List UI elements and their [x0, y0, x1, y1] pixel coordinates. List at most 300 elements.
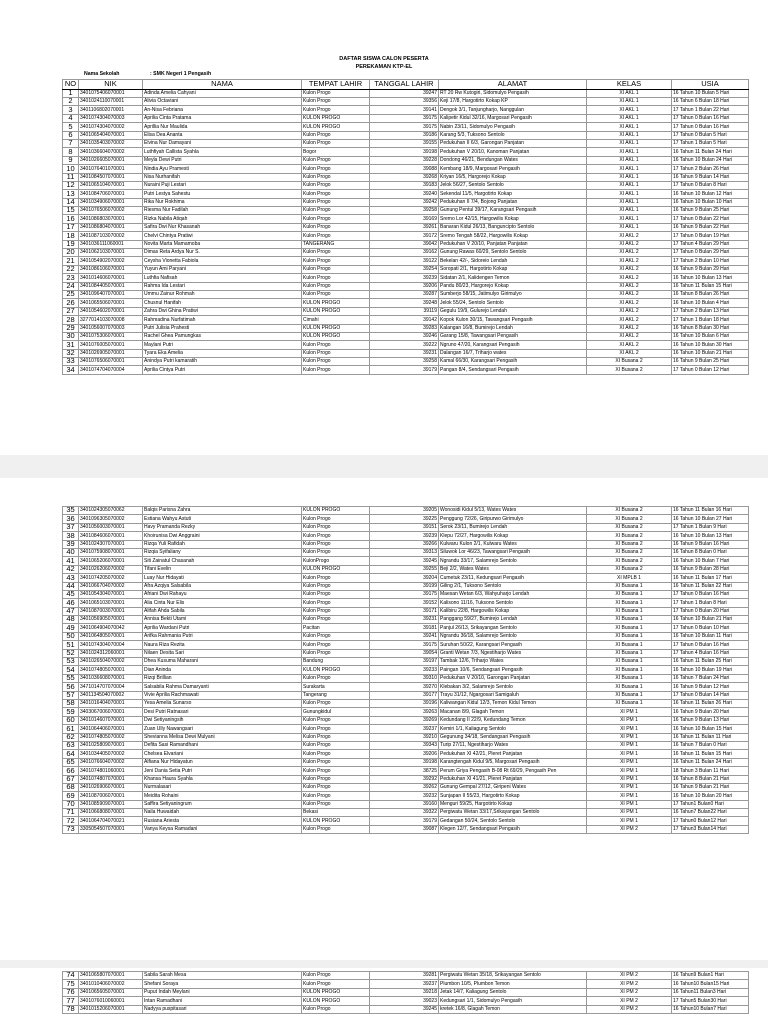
cell-tempat-lahir: Kulon Progo	[302, 783, 370, 791]
cell-nik: 3401084606070001	[79, 532, 143, 540]
cell-tanggal-lahir: 39281	[370, 972, 439, 980]
cell-nik: 3401074304070002	[79, 123, 143, 131]
cell-no: 59	[63, 708, 79, 716]
cell-no: 76	[63, 988, 79, 996]
table-row	[63, 307, 749, 315]
cell-nama: Luthfia Nafisah	[143, 274, 302, 282]
cell-tanggal-lahir: 39270	[370, 683, 439, 691]
school-value: : SMK Negeri 1 Pengasih	[150, 71, 212, 77]
cell-no: 74	[63, 972, 79, 980]
cell-nama: Rizqi Brillian	[143, 674, 302, 682]
cell-alamat: Soropati 2/1, Hargotirto Kokap	[439, 265, 587, 273]
cell-tempat-lahir: Kulon Progo	[302, 972, 370, 980]
cell-kelas: XI AKL 1	[587, 190, 672, 198]
cell-nik: 3401034405070002	[79, 750, 143, 758]
table-row	[63, 240, 749, 248]
cell-usia: 16 Tahun 9 Bulan 16 Hari	[672, 540, 749, 548]
cell-tempat-lahir: KULON PROGO	[302, 565, 370, 573]
cell-nik: 3401084405070001	[79, 282, 143, 290]
cell-usia: 17 Tahun 1 Bulan 18 Hari	[672, 316, 749, 324]
cell-usia: 16 Tahun 10 Bulan 21 Hari	[672, 349, 749, 357]
cell-tanggal-lahir: 39198	[370, 758, 439, 766]
cell-tanggal-lahir: 39218	[370, 988, 439, 996]
cell-no: 12	[63, 181, 79, 189]
cell-nama: Ummu Zainur Rohmah	[143, 290, 302, 298]
cell-alamat: Karangtengah Kidul 9/5, Margosari Pengasih	[439, 758, 587, 766]
cell-usia: 16 Tahun 9 Bulan 28 Hari	[672, 565, 749, 573]
cell-tanggal-lahir: 39231	[370, 349, 439, 357]
cell-tempat-lahir: Kulon Progo	[302, 97, 370, 105]
cell-nama: Luthfiyah Callista Syahla	[143, 148, 302, 156]
table-row	[63, 565, 749, 573]
cell-no: 3	[63, 106, 79, 114]
cell-tempat-lahir: Kulon Progo	[302, 607, 370, 615]
cell-alamat: Dengok 3/1, Tanjungharjo, Nanggulan	[439, 106, 587, 114]
cell-nik: 3401026906070001	[79, 783, 143, 791]
cell-usia: 16 Tahun 6 Bulan 18 Hari	[672, 97, 749, 105]
cell-nik: 3401065104070001	[79, 181, 143, 189]
document-subtitle: PEREKAMAN KTP-EL	[355, 64, 413, 70]
cell-tanggal-lahir: 39246	[370, 332, 439, 340]
cell-tempat-lahir: Kulon Progo	[302, 282, 370, 290]
table-row	[63, 1005, 749, 1013]
cell-no: 48	[63, 616, 79, 624]
cell-usia: 16 Tahun 8 Bulan 0 Hari	[672, 548, 749, 556]
cell-nik: 3401076506070001	[79, 358, 143, 366]
cell-nama: Nindia Ayu Pramesti	[143, 165, 302, 173]
header-tempat-lahir: TEMPAT LAHIR	[302, 80, 370, 90]
school-label: Nama Sekolah	[84, 71, 120, 77]
cell-alamat: Gunung Rawas 60/29, Sentolo Sentolo	[439, 249, 587, 257]
table-row	[63, 708, 749, 716]
cell-alamat: Siluwok Lor 46/23, Tawangsari Pengasih	[439, 548, 587, 556]
cell-nik: 3401056003070001	[79, 523, 143, 531]
cell-tempat-lahir: Kulon Progo	[302, 716, 370, 724]
cell-nik: 3401024305070062	[79, 507, 143, 515]
cell-nik: 3401074801060001	[79, 767, 143, 775]
cell-usia: 16 Tahun 11 Bulan 26 Hari	[672, 699, 749, 707]
cell-kelas: XI AKL 2	[587, 257, 672, 265]
table-row	[63, 366, 749, 374]
cell-no: 64	[63, 750, 79, 758]
cell-tempat-lahir: KULON PROGO	[302, 817, 370, 825]
table-row	[63, 523, 749, 531]
table-row	[63, 674, 749, 682]
cell-tanggal-lahir: 39175	[370, 590, 439, 598]
table-row	[63, 691, 749, 699]
cell-tanggal-lahir: 39204	[370, 574, 439, 582]
cell-kelas: XI Busana 2	[587, 557, 672, 565]
page-1	[0, 0, 768, 455]
cell-no: 29	[63, 324, 79, 332]
cell-alamat: Cumetuk 23/11, Kedungsari Pengasih	[439, 574, 587, 582]
cell-kelas: XI Busana 1	[587, 607, 672, 615]
cell-nama: Yuyun Ami Paryani	[143, 265, 302, 273]
cell-tanggal-lahir: 39210	[370, 733, 439, 741]
cell-nama: Meyla Dewi Putri	[143, 156, 302, 164]
cell-nama: Jeni Dania Setia Putri	[143, 767, 302, 775]
cell-alamat: Kalipetir Kidul 32/16, Margosari Pengasih	[439, 114, 587, 122]
table-row	[63, 988, 749, 996]
cell-usia: 17 Tahun 0 Bulan 16 Hari	[672, 641, 749, 649]
cell-usia: 17 Tahun 0 Bulan 16 Hari	[672, 123, 749, 131]
cell-nik: 3401134504070002	[79, 691, 143, 699]
cell-kelas: XI PM 1	[587, 758, 672, 766]
cell-nik: 3401075306070001	[79, 332, 143, 340]
cell-alamat: Sidatan 2/1, Kalidengen Temon	[439, 274, 587, 282]
cell-tempat-lahir: Pacitan	[302, 624, 370, 632]
cell-nik: 3401065506070001	[79, 299, 143, 307]
cell-tanggal-lahir: 39183	[370, 181, 439, 189]
cell-alamat: Bekelan 42/-, Sidoreio Lendah	[439, 257, 587, 265]
cell-usia: 17 Tahun 2 Bulan 26 Hari	[672, 165, 749, 173]
cell-alamat: Kulwaru Kulon 2/1, Kulwaru Wates	[439, 540, 587, 548]
cell-kelas: XI AKL 1	[587, 139, 672, 147]
table-row	[63, 341, 749, 349]
cell-kelas: XI AKL 2	[587, 249, 672, 257]
cell-tanggal-lahir: 39269	[370, 716, 439, 724]
table-row	[63, 358, 749, 366]
cell-usia: 16 Tahun 10 Bulan 19 Hari	[672, 666, 749, 674]
cell-tempat-lahir: Kulon Progo	[302, 198, 370, 206]
cell-usia: 17 Tahun1 Bulan0 Hari	[672, 800, 749, 808]
cell-no: 28	[63, 316, 79, 324]
cell-tempat-lahir: Kulon Progo	[302, 358, 370, 366]
cell-nik: 3401096407070001	[79, 290, 143, 298]
cell-no: 65	[63, 758, 79, 766]
cell-alamat: Kembang 18/9, Margosari Pengasih	[439, 165, 587, 173]
header-usia: USIA	[672, 80, 749, 90]
cell-usia: 16 Tahun 8 Bulan 26 Hari	[672, 290, 749, 298]
cell-tanggal-lahir: 39023	[370, 997, 439, 1005]
cell-nama: Rizqa Yuli Rafidah	[143, 540, 302, 548]
cell-no: 26	[63, 299, 79, 307]
cell-nama: Elvina Nur Damayani	[143, 139, 302, 147]
cell-tempat-lahir: Bogor	[302, 148, 370, 156]
cell-alamat: Kopok Kulon 30/15, Tawangsari Pengasih	[439, 316, 587, 324]
cell-nama: Siti Zainatul Chasanah	[143, 557, 302, 565]
table-row	[63, 274, 749, 282]
cell-tempat-lahir: Kulon Progo	[302, 165, 370, 173]
table-row	[63, 257, 749, 265]
cell-nama: Naila Huwaidah	[143, 809, 302, 817]
cell-no: 16	[63, 215, 79, 223]
cell-nik: 3401015206070001	[79, 1005, 143, 1013]
cell-nama: Rizka Nabila Atiqah	[143, 215, 302, 223]
cell-kelas: XI AKL 1	[587, 148, 672, 156]
cell-kelas: XI AKL 2	[587, 307, 672, 315]
cell-kelas: XI PM 1	[587, 725, 672, 733]
cell-no: 69	[63, 792, 79, 800]
cell-alamat: Gegunung 34/18, Sendangsari Pengasih	[439, 733, 587, 741]
page-3	[0, 968, 768, 1024]
cell-no: 62	[63, 733, 79, 741]
cell-alamat: Pergiwatu Wetan 33/17,Srikayangan Sentolo	[439, 809, 587, 817]
cell-alamat: Suruhan 50/22, Karangsari Pengasih	[439, 641, 587, 649]
table-row	[63, 515, 749, 523]
cell-usia: 17 Tahun5 Bulan30 Hari	[672, 997, 749, 1005]
cell-alamat: Sunjapan II 55/23, Hargotirto Kokap	[439, 792, 587, 800]
cell-tempat-lahir: Kulon Progo	[302, 532, 370, 540]
cell-nik: 3401024312060001	[79, 649, 143, 657]
table-row	[63, 624, 749, 632]
cell-kelas: XI AKL 1	[587, 181, 672, 189]
cell-kelas: XI Busana 2	[587, 565, 672, 573]
cell-tempat-lahir: Kulon Progo	[302, 366, 370, 374]
cell-alamat: Banaran Kidul 26/13, Banguncipto Sentolo	[439, 223, 587, 231]
cell-usia: 17 Tahun 1 Bulan 5 Hari	[672, 139, 749, 147]
cell-tempat-lahir: KULON PROGO	[302, 332, 370, 340]
cell-nik: 3401054304070001	[79, 590, 143, 598]
cell-alamat: Nabin 23/11, Sidomulyo Pengasih	[439, 123, 587, 131]
cell-kelas: XI Busana 1	[587, 599, 672, 607]
table-row	[63, 725, 749, 733]
cell-usia: 16 Tahun 10 Bulan 11 Hari	[672, 632, 749, 640]
table-row	[63, 532, 749, 540]
cell-usia: 17 Tahun 0 Bulan 19 Hari	[672, 232, 749, 240]
cell-tempat-lahir: TANGERANG	[302, 240, 370, 248]
cell-no: 58	[63, 699, 79, 707]
cell-no: 2	[63, 97, 79, 105]
cell-usia: 17 Tahun 2 Bulan 13 Hari	[672, 307, 749, 315]
cell-alamat: Pedukuhan XI 42/21, Pleret Panjatan	[439, 750, 587, 758]
table-row	[63, 775, 749, 783]
cell-nama: Luay Nur Hidayati	[143, 574, 302, 582]
cell-usia: 17 Tahun3 Bulan14 Hari	[672, 825, 749, 833]
cell-kelas: XI Busana 1	[587, 624, 672, 632]
table-row	[63, 792, 749, 800]
cell-no: 31	[63, 341, 79, 349]
cell-alamat: Sumberjo 58/15, Jatimulyo Girimulyo	[439, 290, 587, 298]
cell-nama: Meidita Rohaini	[143, 792, 302, 800]
cell-kelas: XI AKL 1	[587, 89, 672, 97]
cell-no: 42	[63, 565, 79, 573]
cell-nama: Riesma Nur Fadilah	[143, 207, 302, 215]
cell-kelas: XI AKL 1	[587, 123, 672, 131]
cell-nik: 3401010406070002	[79, 980, 143, 988]
cell-tanggal-lahir: 39042	[370, 240, 439, 248]
table-body	[63, 80, 749, 375]
cell-tanggal-lahir: 39199	[370, 582, 439, 590]
cell-nik: 3401075406070001	[79, 89, 143, 97]
cell-usia: 16 Tahun 8 Bulan 30 Hari	[672, 324, 749, 332]
cell-no: 55	[63, 674, 79, 682]
cell-nik: 3401026206070002	[79, 565, 143, 573]
cell-nama: Khoirunisa Dwi Anggraini	[143, 532, 302, 540]
cell-alamat: Jelok 56/27, Sentolo Sentolo	[439, 181, 587, 189]
cell-tanggal-lahir: 39242	[370, 198, 439, 206]
cell-no: 66	[63, 767, 79, 775]
cell-tanggal-lahir: 39258	[370, 207, 439, 215]
cell-usia: 17 Tahun 0 Bulan 10 Hari	[672, 624, 749, 632]
cell-nama: Saffira Setiyaningrum	[143, 800, 302, 808]
cell-kelas: XI PM 1	[587, 775, 672, 783]
cell-nama: Anindya Putri kamaratih	[143, 358, 302, 366]
cell-alamat: Gegulu 19/9, Gulurejo Lendah	[439, 307, 587, 315]
cell-nama: Putri Julisia Prahesti	[143, 324, 302, 332]
cell-kelas: XI AKL 2	[587, 240, 672, 248]
cell-nik: 3401076604070002	[79, 758, 143, 766]
cell-nik: 3401086804070001	[79, 223, 143, 231]
table-row	[63, 649, 749, 657]
cell-nama: Alia Cinta Nur Elis	[143, 599, 302, 607]
cell-nama: Rachel Ghea Pamungkas	[143, 332, 302, 340]
cell-tempat-lahir: Kulon Progo	[302, 725, 370, 733]
cell-nama: Sabila Sarah Mesa	[143, 972, 302, 980]
cell-nama: Elisa Dea Ananta	[143, 131, 302, 139]
cell-usia: 16 Tahun 10 Bulan 13 Hari	[672, 274, 749, 282]
cell-kelas: XI AKL 1	[587, 165, 672, 173]
cell-alamat: Panggang 59/27, Bumirejo Lendah	[439, 616, 587, 624]
cell-nama: Afra Azqiya Salsabila	[143, 582, 302, 590]
cell-tempat-lahir: Kulon Progo	[302, 223, 370, 231]
cell-nik: 3401024110070001	[79, 97, 143, 105]
cell-tanggal-lahir: 39241	[370, 632, 439, 640]
cell-nik: 3403067006070001	[79, 708, 143, 716]
cell-tempat-lahir: Kulon Progo	[302, 249, 370, 257]
cell-tempat-lahir: KULON PROGO	[302, 299, 370, 307]
cell-alamat: Klegen 12/7, Sendangsari Pengasih	[439, 825, 587, 833]
cell-tanggal-lahir: 39245	[370, 557, 439, 565]
cell-no: 73	[63, 825, 79, 833]
cell-nama: Balqis Parisna Zahra	[143, 507, 302, 515]
cell-no: 43	[63, 574, 79, 582]
cell-tanggal-lahir: 39292	[370, 775, 439, 783]
cell-nik: 3401065605070001	[79, 988, 143, 996]
cell-tanggal-lahir: 39087	[370, 825, 439, 833]
cell-tanggal-lahir: 39248	[370, 299, 439, 307]
cell-no: 72	[63, 817, 79, 825]
cell-kelas: XI AKL 2	[587, 316, 672, 324]
cell-nik: 3401066808070001	[79, 809, 143, 817]
cell-tanggal-lahir: 39268	[370, 173, 439, 181]
cell-no: 23	[63, 274, 79, 282]
cell-kelas: XI Busana 1	[587, 590, 672, 598]
cell-tanggal-lahir: 39222	[370, 341, 439, 349]
cell-tempat-lahir: Kulon Progo	[302, 758, 370, 766]
cell-usia: 17 Tahun 0 Bulan 8 Hari	[672, 181, 749, 189]
cell-alamat: Trayu 31/12, Ngargosari Samigaluh	[439, 691, 587, 699]
page-2	[0, 478, 768, 960]
cell-nama: Afriani Dwi Rahayu	[143, 590, 302, 598]
cell-nik: 3401062103070001	[79, 249, 143, 257]
cell-alamat: Klepu 72/27, Hargowilis Kokap	[439, 532, 587, 540]
cell-tempat-lahir: Kulon Progo	[302, 257, 370, 265]
cell-no: 9	[63, 156, 79, 164]
cell-tanggal-lahir: 39197	[370, 658, 439, 666]
cell-nik: 3401065206070001	[79, 557, 143, 565]
cell-alamat: Kamal 66/30, Karangsari Pengasih	[439, 358, 587, 366]
cell-alamat: Pergiwatu Wetan 35/18, Srikayangan Sentolo	[439, 972, 587, 980]
cell-tempat-lahir: KULON PROGO	[302, 114, 370, 122]
cell-alamat: Klebakan 3/2, Salamrejo Sentolo	[439, 683, 587, 691]
cell-alamat: Giling 2/1, Tuksono Sentolo	[439, 582, 587, 590]
cell-nik: 3401074304070004	[79, 641, 143, 649]
table-row	[63, 666, 749, 674]
cell-tempat-lahir: Kulon Progo	[302, 616, 370, 624]
cell-tempat-lahir: KULON PROGO	[302, 988, 370, 996]
cell-nama: Tyara Eka Amelia	[143, 349, 302, 357]
cell-tempat-lahir: Kulon Progo	[302, 750, 370, 758]
student-table-page-3	[62, 971, 749, 1014]
cell-kelas: XI PM 2	[587, 980, 672, 988]
table-row	[63, 215, 749, 223]
cell-tempat-lahir: Kulon Progo	[302, 792, 370, 800]
table-row	[63, 616, 749, 624]
table-row	[63, 540, 749, 548]
cell-kelas: XI Busana 2	[587, 540, 672, 548]
cell-nama: Rusiana Ariesta	[143, 817, 302, 825]
cell-no: 50	[63, 632, 79, 640]
cell-kelas: XI Busana 2	[587, 515, 672, 523]
cell-nik: 3401035403070002	[79, 139, 143, 147]
cell-nik: 3471014707070004	[79, 683, 143, 691]
cell-nama: Salsabila Rahma Damaryanti	[143, 683, 302, 691]
cell-tanggal-lahir: 39142	[370, 316, 439, 324]
cell-nama: Puput Indah Meylani	[143, 988, 302, 996]
table-row	[63, 173, 749, 181]
table-row	[63, 190, 749, 198]
cell-usia: 17 Tahun 1 Bulan 8 Hari	[672, 599, 749, 607]
table-row	[63, 181, 749, 189]
cell-no: 13	[63, 190, 79, 198]
cell-usia: 16 Tahun 11 Bulan 24 Hari	[672, 148, 749, 156]
cell-tanggal-lahir: 39186	[370, 131, 439, 139]
cell-tempat-lahir: Kulon Progo	[302, 173, 370, 181]
cell-tempat-lahir: Kulon Progo	[302, 523, 370, 531]
cell-no: 40	[63, 548, 79, 556]
cell-nama: Vivie Aprilia Rachmawati	[143, 691, 302, 699]
cell-nik: 3401106802070001	[79, 106, 143, 114]
cell-usia: 16 Tahun11 Bulan3 Hari	[672, 988, 749, 996]
cell-nik: 3401034906070001	[79, 198, 143, 206]
cell-kelas: XI Busana 2	[587, 358, 672, 366]
cell-tempat-lahir: KULON PROGO	[302, 307, 370, 315]
cell-alamat: Jetak 14/7, Kaliagung Sentolo	[439, 988, 587, 996]
cell-usia: 16 Tahun10 Bulan15 Hari	[672, 980, 749, 988]
cell-alamat: Paingan 10/6, Sendangsari Pengasih	[439, 666, 587, 674]
cell-no: 21	[63, 257, 79, 265]
table-row	[63, 574, 749, 582]
cell-nama: Alfiana Nur Hidayatun	[143, 758, 302, 766]
cell-nik: 3401014607070001	[79, 716, 143, 724]
cell-alamat: Kalisono 11/16, Tuksono Sentolo	[439, 599, 587, 607]
cell-tanggal-lahir: 39175	[370, 641, 439, 649]
header-tanggal-lahir: TANGGAL LAHIR	[370, 80, 439, 90]
cell-no: 39	[63, 540, 79, 548]
cell-usia: 16 Tahun 10 Bulan 21 Hari	[672, 616, 749, 624]
cell-tempat-lahir: Kulon Progo	[302, 825, 370, 833]
cell-no: 32	[63, 349, 79, 357]
cell-no: 68	[63, 783, 79, 791]
cell-tanggal-lahir: 39177	[370, 691, 439, 699]
cell-nama: Nisa Nurhanifah	[143, 173, 302, 181]
cell-no: 51	[63, 641, 79, 649]
cell-nik: 3401074304070003	[79, 114, 143, 122]
cell-nik: 3401084706070001	[79, 190, 143, 198]
cell-kelas: XI PM 1	[587, 767, 672, 775]
cell-no: 71	[63, 809, 79, 817]
cell-no: 25	[63, 290, 79, 298]
cell-nama: Aprilia Cintya Putri	[143, 366, 302, 374]
cell-usia: 17 Tahun 0 Bulan 22 Hari	[672, 215, 749, 223]
cell-nik: 3401036111060001	[79, 240, 143, 248]
table-row	[63, 980, 749, 988]
cell-tanggal-lahir: 39054	[370, 649, 439, 657]
cell-usia: 16 Tahun 9 Bulan 20 Hari	[672, 708, 749, 716]
cell-tanggal-lahir: 39262	[370, 783, 439, 791]
cell-alamat: Tambak 12/6, Triharjo Wates	[439, 658, 587, 666]
